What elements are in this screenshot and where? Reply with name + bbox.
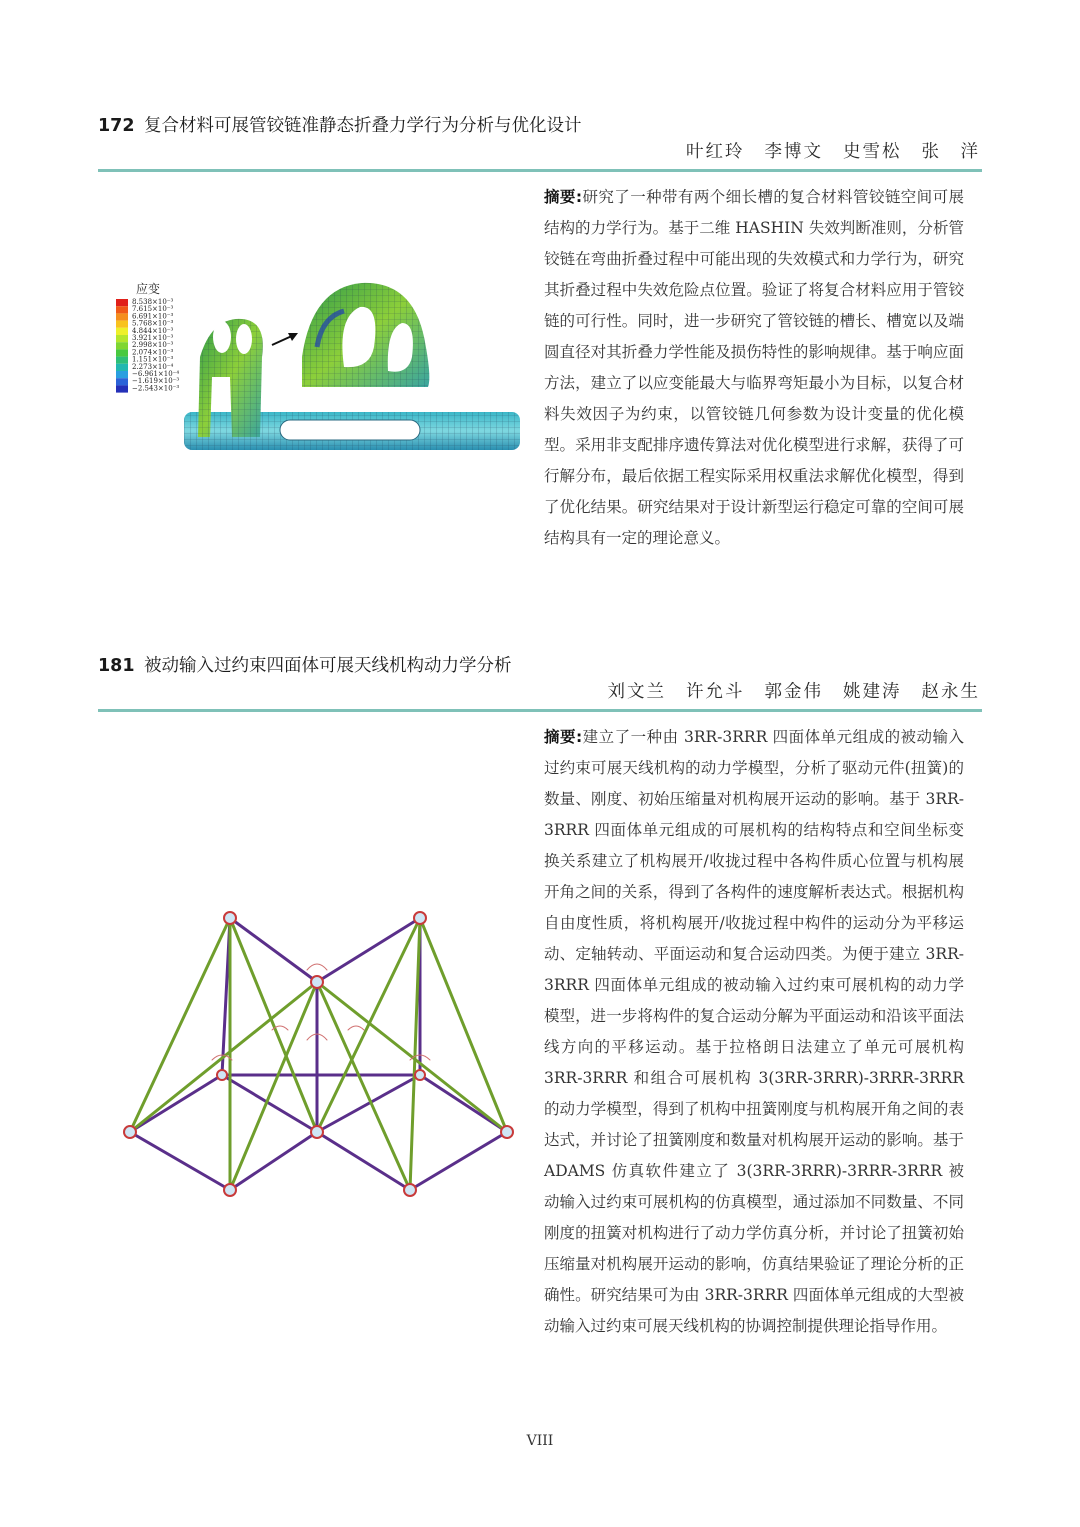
legend-swatch (116, 313, 128, 320)
hinge-strain-figure (112, 277, 524, 477)
article-page-number[interactable]: 172 (98, 116, 135, 136)
author: 张 洋 (921, 142, 980, 162)
article-title[interactable]: 复合材料可展管铰链准静态折叠力学行为分析与优化设计 (144, 116, 582, 136)
article-181 (98, 652, 982, 1412)
legend-swatch (116, 385, 128, 392)
title-divider (98, 169, 982, 172)
legend-value: 2.273×10⁻⁴ (132, 362, 174, 371)
author: 刘文兰 (607, 682, 666, 702)
legend-value: 2.074×10⁻³ (132, 348, 174, 357)
article-title-line (98, 652, 512, 677)
author: 姚建涛 (843, 682, 902, 702)
legend-value: −1.619×10⁻³ (132, 377, 180, 386)
page-number: VIII (526, 1433, 554, 1449)
legend-swatch (116, 299, 128, 306)
author: 史雪松 (843, 142, 902, 162)
purple-struts (130, 918, 507, 1190)
article-authors (588, 678, 981, 703)
title-divider (98, 709, 982, 712)
legend-swatch (116, 328, 128, 335)
article-172 (98, 112, 982, 592)
article-authors (666, 138, 980, 163)
author: 叶红玲 (686, 142, 745, 162)
legend-swatch (116, 364, 128, 371)
article-title-line (98, 112, 582, 137)
legend-value: 8.538×10⁻³ (132, 298, 174, 306)
legend-swatch (116, 357, 128, 364)
hinge-hole (236, 324, 252, 354)
strain-legend (116, 298, 179, 393)
legend-value: 6.691×10⁻³ (132, 312, 174, 321)
author: 李博文 (764, 142, 823, 162)
legend-swatch (116, 321, 128, 328)
author: 郭金伟 (764, 682, 823, 702)
abstract-label: 摘要: (544, 188, 583, 206)
article-abstract (544, 722, 964, 1342)
legend-value: −6.961×10⁻⁴ (132, 370, 180, 378)
legend-swatch (116, 335, 128, 342)
author: 赵永生 (921, 682, 980, 702)
legend-value: −2.543×10⁻³ (132, 384, 180, 393)
legend-swatch (116, 371, 128, 378)
abstract-text: 研究了一种带有两个细长槽的复合材料管铰链空间可展结构的力学行为。基于二维 HASHIN 失效判断准则，分析管铰链在弯曲折叠过程中可能出现的失效模式和力学行为，研究其折叠过程中失效危险点位置。验证了将复合材料应用于管铰链的可行性。同时，进一步研究了管铰链的槽长、槽宽以及端圆直径对其折叠力学性能及损伤特性的影响规律。基于响应面方法，建立了以应变能最大与临界弯矩最小为目标，以复合材料失效因子为约束，以管铰链几何参数为设计变量的优化模型。采用非支配排序遗传算法对优化模型进行求解，获得了可行解分布，最后依据工程实际采用权重法求解优化模型，得到了优化结果。研究结果对于设计新型运行稳定可靠的空间可展结构具有一定的理论意义。 (544, 188, 964, 547)
author: 许允斗 (686, 682, 745, 702)
abstract-text: 建立了一种由 3RR-3RRR 四面体单元组成的被动输入过约束可展天线机构的动力学模型，分析了驱动元件(扭簧)的数量、刚度、初始压缩量对机构展开运动的影响。基于 3RR-3RRR 四面体单元组成的可展机构的结构特点和空间坐标变换关系建立了机构展开/收拢过程中各构件质心位置与机构展开角之间的关系，得到了各构件的速度解析表达式。根据机构自由度性质，将机构展开/收拢过程中构件的运动分为平移运动、定轴转动、平面运动和复合运动四类。为便于建立 3RR-3RRR 四面体单元组成的被动输入过约束可展机构的动力学模型，进一步将构件的复合运动分解为平面运动和沿该平面法线方向的平移运动。基于拉格朗日法建立了单元可展机构 3RR-3RRR 和组合可展机构 3(3RR-3RRR)-3RRR-3RRR 的动力学模型，得到了机构中扭簧刚度与机构展开角之间的表达式，并讨论了扭簧刚度和数量对机构展开运动的影响。基于 ADAMS 仿真软件建立了 3(3RR-3RRR)-3RRR-3RRR 被动输入过约束可展机构的仿真模型，通过添加不同数量、不同刚度的扭簧对机构进行了动力学仿真分析，并讨论了扭簧初始压缩量对机构展开运动的影响，仿真结果验证了理论分析的正确性。研究结果可为由 3RR-3RRR 四面体单元组成的大型被动输入过约束可展天线机构的协调控制提供理论指导作用。 (544, 728, 964, 1335)
tube-slot (280, 420, 420, 440)
article-page-number[interactable]: 181 (98, 656, 135, 676)
legend-value: 5.768×10⁻³ (132, 319, 174, 328)
legend-value: 1.151×10⁻³ (132, 355, 174, 364)
legend-value: 7.615×10⁻³ (132, 305, 174, 314)
legend-value: 2.998×10⁻³ (132, 341, 174, 350)
legend-swatch (116, 342, 128, 349)
abstract-label: 摘要: (544, 728, 583, 746)
legend-swatch (116, 349, 128, 356)
legend-value: 3.921×10⁻³ (132, 334, 174, 342)
article-title[interactable]: 被动输入过约束四面体可展天线机构动力学分析 (144, 656, 512, 676)
antenna-mechanism-figure (112, 910, 524, 1210)
hinge-hole (213, 321, 231, 353)
legend-swatch (116, 378, 128, 385)
legend-swatch (116, 306, 128, 313)
legend-title: 应变 (136, 282, 161, 296)
article-abstract (544, 182, 964, 554)
legend-value: 4.844×10⁻³ (132, 326, 174, 335)
